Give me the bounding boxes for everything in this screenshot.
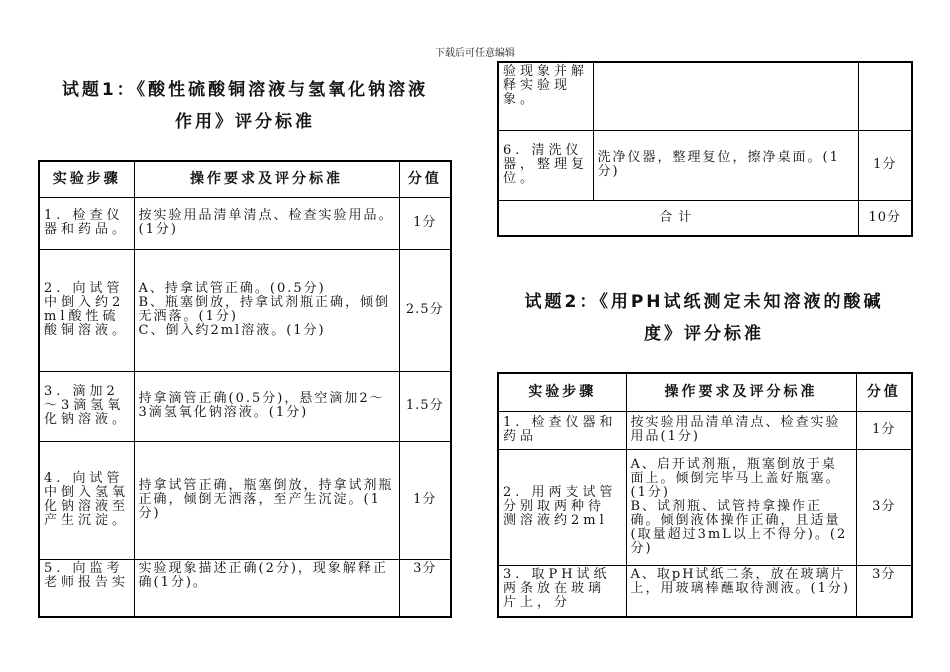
table-row <box>498 565 912 617</box>
table-row <box>498 62 912 130</box>
score-cell: 2.5分 <box>399 249 451 371</box>
total-score: 10分 <box>858 200 912 236</box>
step-cell: 2. 向试管中倒入约2ml酸性硫酸铜溶液。 <box>39 249 134 371</box>
total-row <box>498 200 912 236</box>
test1-table <box>38 160 452 618</box>
score-cell: 3分 <box>856 449 912 565</box>
col-header-score: 分值 <box>399 161 451 197</box>
requirement-cell: 按实验用品清单清点、检查实验用品。(1分) <box>134 197 399 249</box>
requirement-cell: A、启开试剂瓶，瓶塞倒放于桌面上。倾倒完毕马上盖好瓶塞。(1分) B、试剂瓶、试管持拿操作正确。倾倒液体操作正确，且适量(取量超过3mL以上不得分)。(2分) <box>626 449 856 565</box>
score-cell <box>858 62 912 130</box>
test2-table <box>497 372 913 618</box>
step-cell: 4. 向试管中倒入氢氧化钠溶液至产生沉淀。 <box>39 441 134 559</box>
score-cell: 1分 <box>856 411 912 449</box>
test1-title-line1: 试题1：《酸性硫酸铜溶液与氢氧化钠溶液 <box>61 80 429 100</box>
requirement-cell: A、取pH试纸二条，放在玻璃片上，用玻璃棒蘸取待测液。(1分) <box>626 565 856 617</box>
score-cell: 3分 <box>399 559 451 617</box>
score-cell: 1分 <box>399 441 451 559</box>
col-header-requirements: 操作要求及评分标准 <box>626 373 856 411</box>
step-cell: 3. 滴加2～3滴氢氧化钠溶液。 <box>39 371 134 441</box>
table-row <box>39 441 451 559</box>
test2-title <box>497 286 911 350</box>
col-header-requirements: 操作要求及评分标准 <box>134 161 399 197</box>
test2-title-line2: 度》评分标准 <box>644 324 764 344</box>
step-cell: 2. 用两支试管分别取两种待测溶液约2ml <box>498 449 626 565</box>
test1-title <box>40 74 450 138</box>
requirement-cell: 持拿试管正确，瓶塞倒放，持拿试剂瓶正确，倾倒无洒落，至产生沉淀。(1分) <box>134 441 399 559</box>
step-cell: 3. 取PH试纸两条放在玻璃片上，分 <box>498 565 626 617</box>
step-cell: 验现象并解释实验现象。 <box>498 62 593 130</box>
score-cell: 1.5分 <box>399 371 451 441</box>
col-header-step: 实验步骤 <box>39 161 134 197</box>
col-header-score: 分值 <box>856 373 912 411</box>
table-row <box>39 197 451 249</box>
test1-table-continued <box>497 61 913 237</box>
step-cell: 1. 检查仪器和药品。 <box>39 197 134 249</box>
table-row <box>39 371 451 441</box>
header-note: 下载后可任意编辑 <box>435 48 515 59</box>
requirement-cell: 按实验用品清单清点、检查实验用品(1分) <box>626 411 856 449</box>
table-row <box>498 449 912 565</box>
requirement-cell: 洗净仪器，整理复位，擦净桌面。(1分) <box>593 130 858 200</box>
requirement-cell: A、持拿试管正确。(0.5分) B、瓶塞倒放，持拿试剂瓶正确，倾倒无洒落。(1分) C、倒入约2ml溶液。(1分) <box>134 249 399 371</box>
col-header-step: 实验步骤 <box>498 373 626 411</box>
test2-title-line1: 试题2：《用PH试纸测定未知溶液的酸碱 <box>524 292 884 312</box>
table-row <box>39 249 451 371</box>
table-row <box>498 130 912 200</box>
score-cell: 1分 <box>858 130 912 200</box>
test1-title-line2: 作用》评分标准 <box>175 112 315 132</box>
requirement-cell <box>593 62 858 130</box>
table-row <box>498 411 912 449</box>
step-cell: 1. 检查仪器和药品 <box>498 411 626 449</box>
table-row <box>39 559 451 617</box>
step-cell: 6. 清洗仪器，整理复位。 <box>498 130 593 200</box>
score-cell: 1分 <box>399 197 451 249</box>
requirement-cell: 实验现象描述正确(2分)，现象解释正确(1分)。 <box>134 559 399 617</box>
total-label: 合计 <box>498 200 858 236</box>
requirement-cell: 持拿滴管正确(0.5分)，悬空滴加2～3滴氢氧化钠溶液。(1分) <box>134 371 399 441</box>
score-cell: 3分 <box>856 565 912 617</box>
step-cell: 5. 向监考老师报告实 <box>39 559 134 617</box>
